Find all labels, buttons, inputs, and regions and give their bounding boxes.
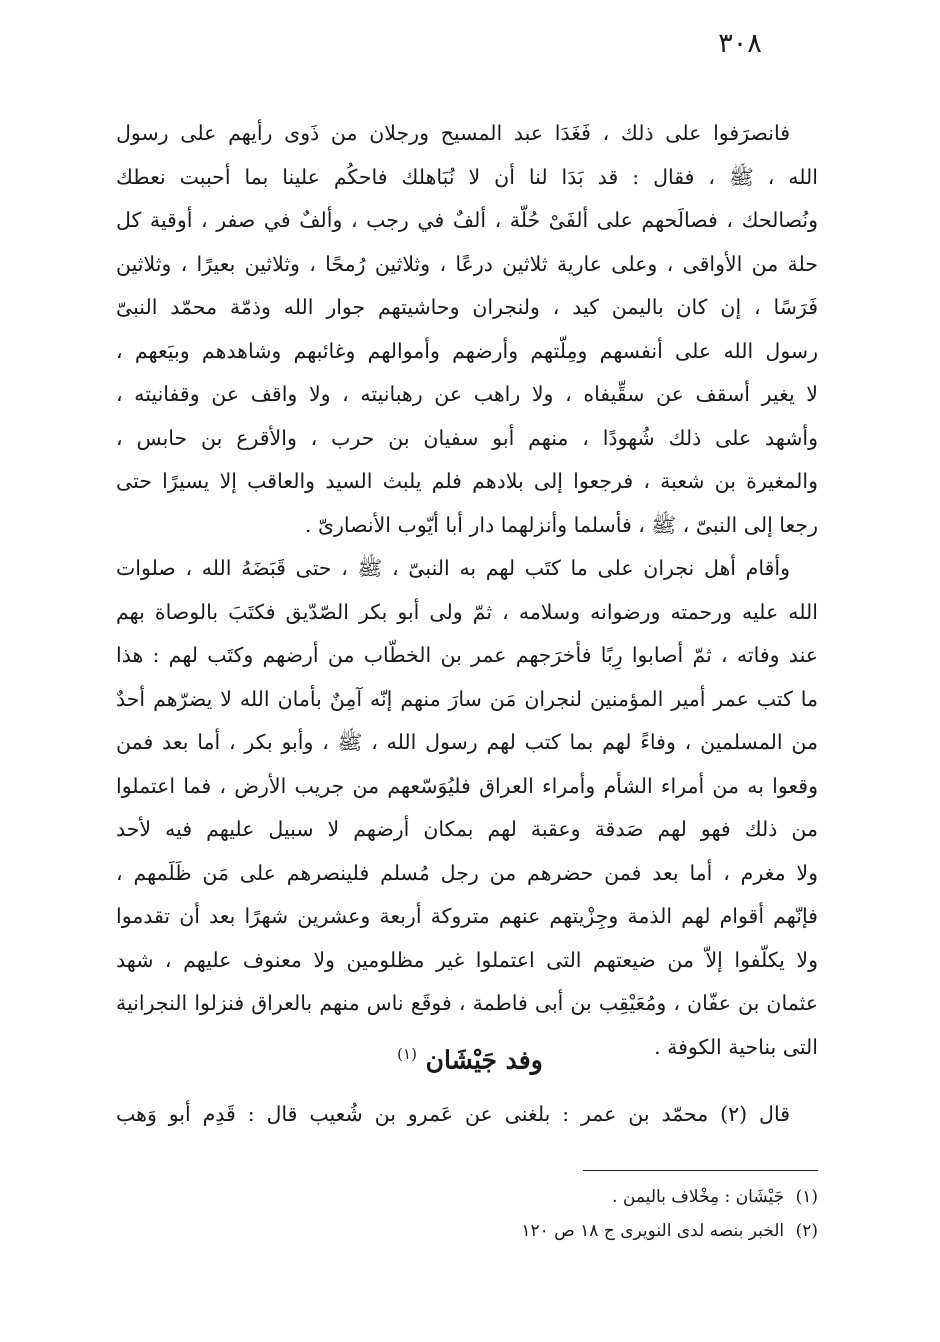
footnote-divider <box>583 1170 818 1171</box>
text-line: رجعا إلى النبىّ ، ﷺ ، فأسلما وأنزلهما دار أبا أيّوب الأنصارىّ . <box>304 512 818 537</box>
section-text <box>116 1092 818 1136</box>
footnote-reference: (١) <box>397 1045 417 1063</box>
text-line: قال (٢) محمّد بن عمر : بلغنى عن عَمرو بن شُعيب قال : قَدِم أبو وَهب <box>116 1102 790 1126</box>
footnote-text: الخبر بنصه لدى النويرى ج ١٨ ص ١٢٠ <box>521 1221 785 1241</box>
text-line: فإنّهم أقوام لهم الذمة وجِزْيتهم عنهم متروكة أربعة وعشرين شهرًا بعد أن تقدموا <box>116 904 818 928</box>
text-line: حلة من الأواقى ، وعلى عارية ثلاثين درعًا ، وثلاثين رُمحًا ، وثلاثين بعيرًا ، وثلاثين <box>116 251 818 276</box>
section-heading <box>0 1032 940 1082</box>
text-line: لا يغير أسقف عن سقِّيفاه ، ولا راهب عن رهبانيته ، ولا واقف عن وقفانيته ، <box>116 382 818 406</box>
page-number: ٣٠٨ <box>718 28 762 59</box>
text-line: رسول الله على أنفسهم ومِلّتهم وأرضهم وأموالهم وغائبهم وشاهدهم وبيَعهم ، <box>116 338 818 363</box>
text-line: عند وفاته ، ثمّ أصابوا رِبًا فأخرَجهم عمر بن الخطّاب من أرضهم وكتَب لهم : هذا <box>116 643 818 667</box>
section-title-text: وفد جَيْشَان <box>425 1045 543 1075</box>
text-line: وقعوا به من أمراء الشأم وأمراء العراق فليُوَسّعهم من جريب الأرض ، فما اعتملوا <box>116 773 818 798</box>
text-line: ولا يكلّفوا إلاّ من ضيعتهم التى اعتملوا غير مظلومين ولا معنوف عليهم ، شهد <box>116 947 818 972</box>
text-line: فانصرَفوا على ذلك ، فَغَدَا عبد المسيح ورجلان من ذَوى رأيهم على رسول <box>116 121 790 145</box>
text-line: ما كتب عمر أمير المؤمنين لنجران مَن سارَ منهم إنّه آمِنٌ بأمان الله لا يضرّهم أحدٌ <box>116 686 818 711</box>
footnote-item <box>300 1214 818 1248</box>
text-line: ولا مغرم ، أما بعد فمن حضرهم من رجل مُسلم فلينصرهم على مَن ظَلَمهم ، <box>116 860 818 885</box>
footnote-number: (١) <box>795 1187 818 1207</box>
footnote-item <box>300 1180 818 1214</box>
text-line: ونُصالحك ، فصالَحهم على ألفَىْ حُلّة ، ألفٌ في رجب ، وألفٌ في صفر ، أوقية كل <box>116 208 818 232</box>
text-line: من ذلك فهو لهم صَدقة وعقبة لهم بمكان أرضهم لا سبيل عليهم فيه لأحد <box>116 817 818 841</box>
footnotes <box>300 1180 818 1248</box>
text-line: وأشهد على ذلك شُهودًا ، منهم أبو سفيان بن حرب ، والأقرع بن حابس ، <box>116 425 818 450</box>
text-line: التى بناحية الكوفة . <box>654 1034 818 1059</box>
text-line: الله عليه ورحمته ورضوانه وسلامه ، ثمّ ولى أبو بكر الصّدّيق فكتَبَ بالوصاة بهم <box>116 599 818 624</box>
main-text <box>116 112 818 1069</box>
text-line: عثمان بن عفّان ، ومُعَيْقِب بن أبى فاطمة ، فوقَع ناس منهم بالعراق فنزلوا النجرانية <box>116 991 818 1015</box>
text-line: والمغيرة بن شعبة ، فرجعوا إلى بلادهم فلم يلبث السيد والعاقب إلا يسيرًا حتى <box>116 469 818 493</box>
footnote-number: (٢) <box>795 1221 818 1241</box>
footnote-text: جَيْشَان : مِخْلاف باليمن . <box>612 1187 785 1207</box>
text-line: الله ، ﷺ ، فقال : قد بَدَا لنا أن لا نُبَاهلك فاحكُم علينا بما أحببت نعطك <box>116 164 818 189</box>
text-line: من المسلمين ، وفاءً لهم بما كتب لهم رسول الله ، ﷺ ، وأبو بكر ، أما بعد فمن <box>116 730 818 754</box>
text-line: وأقام أهل نجران على ما كتَب لهم به النبىّ ، ﷺ ، حتى قَبَضَهُ الله ، صلوات <box>116 556 790 580</box>
text-line: فَرَسًا ، إن كان باليمن كيد ، ولنجران وحاشيتهم جوار الله وذمّة محمّد النبىّ <box>116 295 818 319</box>
